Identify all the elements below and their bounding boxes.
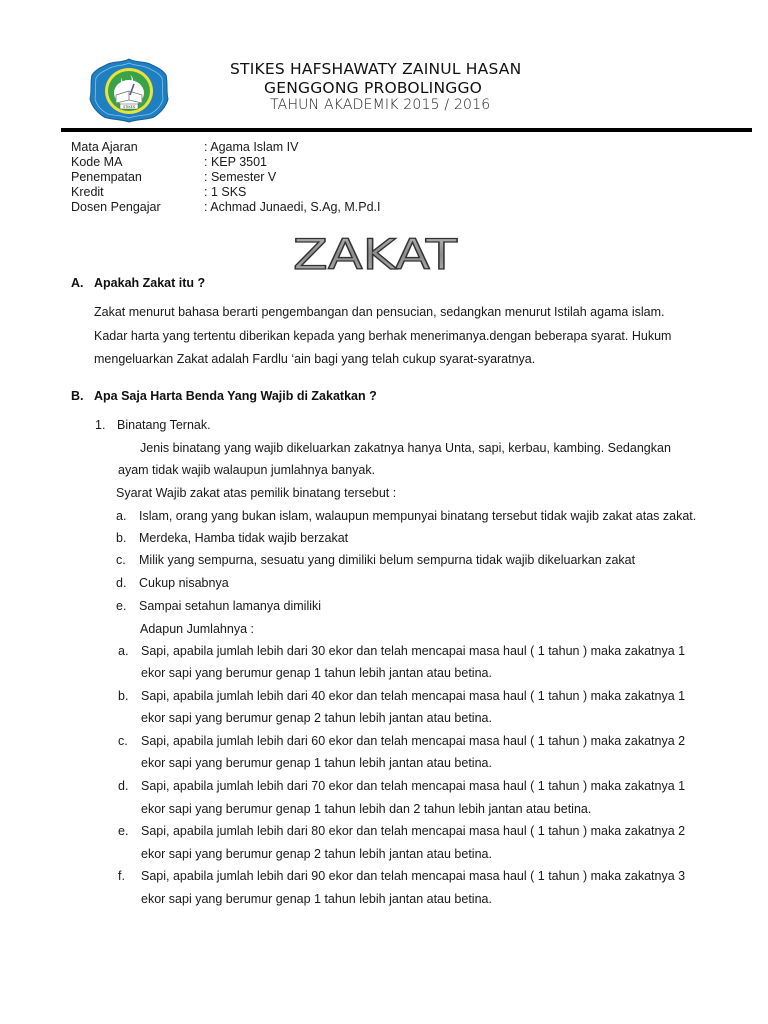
list-item-line: ekor sapi yang berumur genap 2 tahun lebih jantan atau betina.	[141, 847, 492, 861]
syarat-intro: Syarat Wajib zakat atas pemilik binatang tersebut :	[116, 486, 397, 500]
list-marker: c.	[118, 734, 128, 748]
list-marker: f.	[118, 869, 125, 883]
list-marker: c.	[116, 553, 126, 567]
list-item: Merdeka, Hamba tidak wajib berzakat	[139, 531, 349, 545]
list-item: Sampai setahun lamanya dimiliki	[139, 599, 322, 613]
svg-text:ZAKAT: ZAKAT	[293, 231, 458, 275]
list-item-line: Sapi, apabila jumlah lebih dari 70 ekor dan telah mencapai masa haul ( 1 tahun ) maka zakatnya 1	[141, 779, 686, 793]
section-b-heading: Apa Saja Harta Benda Yang Wajib di Zakatkan ?	[94, 389, 377, 403]
institution-location: GENGGONG PROBOLINGGO	[264, 79, 483, 97]
list-item: Cukup nisabnya	[139, 576, 229, 590]
info-label: Dosen Pengajar	[71, 200, 161, 214]
paragraph-line: ayam tidak wajib walaupun jumlahnya banyak.	[118, 463, 376, 477]
list-marker: a.	[118, 644, 129, 658]
list-item-line: ekor sapi yang berumur genap 1 tahun lebih jantan atau betina.	[141, 892, 492, 906]
list-item-line: Sapi, apabila jumlah lebih dari 80 ekor dan telah mencapai masa haul ( 1 tahun ) maka zakatnya 2	[141, 824, 686, 838]
info-label: Kode MA	[71, 155, 123, 169]
list-item-line: Sapi, apabila jumlah lebih dari 90 ekor dan telah mencapai masa haul ( 1 tahun ) maka zakatnya 3	[141, 869, 686, 883]
info-value: : 1 SKS	[204, 185, 247, 199]
list-marker: e.	[118, 824, 129, 838]
section-a-heading: Apakah Zakat itu ?	[94, 276, 206, 290]
list-item-line: ekor sapi yang berumur genap 2 tahun lebih jantan atau betina.	[141, 711, 492, 725]
section-b-marker: B.	[71, 389, 84, 403]
institution-logo-icon	[88, 57, 170, 123]
list-marker: b.	[116, 531, 127, 545]
list-item-line: ekor sapi yang berumur genap 1 tahun lebih dan 2 tahun lebih jantan atau betina.	[141, 802, 592, 816]
paragraph-line: Zakat menurut bahasa berarti pengembangan dan pensucian, sedangkan menurut Istilah agama islam.	[94, 305, 665, 319]
paragraph-line: Kadar harta yang tertentu diberikan kepada yang berhak menerimanya.dengan beberapa syarat. Hukum	[94, 329, 672, 343]
paragraph-line: mengeluarkan Zakat adalah Fardlu ‘ain bagi yang telah cukup syarat-syaratnya.	[94, 352, 536, 366]
list-marker: e.	[116, 599, 127, 613]
list-marker: 1.	[95, 418, 106, 432]
info-value: : KEP 3501	[204, 155, 268, 169]
paragraph-line: Jenis binatang yang wajib dikeluarkan zakatnya hanya Unta, sapi, kerbau, kambing. Sedangkan	[140, 441, 671, 455]
list-item: Milik yang sempurna, sesuatu yang dimiliki belum sempurna tidak wajib dikeluarkan zakat	[139, 553, 636, 567]
list-item: Islam, orang yang bukan islam, walaupun mempunyai binatang tersebut tidak wajib zakat atas zakat.	[139, 509, 697, 523]
info-label: Kredit	[71, 185, 104, 199]
jumlah-intro: Adapun Jumlahnya :	[140, 622, 254, 636]
institution-name: STIKES HAFSHAWATY ZAINUL HASAN	[230, 60, 522, 78]
list-marker: d.	[118, 779, 129, 793]
section-a-marker: A.	[71, 276, 84, 290]
list-marker: d.	[116, 576, 127, 590]
info-value: : Achmad Junaedi, S.Ag, M.Pd.I	[204, 200, 381, 214]
academic-year: TAHUN AKADEMIK 2015 / 2016	[270, 97, 491, 113]
info-label: Mata Ajaran	[71, 140, 138, 154]
info-label: Penempatan	[71, 170, 142, 184]
document-title	[290, 231, 460, 275]
subheading-binatang-ternak: Binatang Ternak.	[117, 418, 211, 432]
list-item-line: Sapi, apabila jumlah lebih dari 60 ekor dan telah mencapai masa haul ( 1 tahun ) maka zakatnya 2	[141, 734, 686, 748]
list-item-line: Sapi, apabila jumlah lebih dari 40 ekor dan telah mencapai masa haul ( 1 tahun ) maka zakatnya 1	[141, 689, 686, 703]
list-item-line: ekor sapi yang berumur genap 1 tahun lebih jantan atau betina.	[141, 666, 492, 680]
list-marker: b.	[118, 689, 129, 703]
header-divider	[61, 128, 752, 132]
list-marker: a.	[116, 509, 127, 523]
list-item-line: ekor sapi yang berumur genap 1 tahun lebih jantan atau betina.	[141, 756, 492, 770]
list-item-line: Sapi, apabila jumlah lebih dari 30 ekor dan telah mencapai masa haul ( 1 tahun ) maka zakatnya 1	[141, 644, 686, 658]
svg-text:STIKES: STIKES	[122, 105, 136, 109]
info-value: : Agama Islam IV	[204, 140, 299, 154]
info-value: : Semester V	[204, 170, 277, 184]
